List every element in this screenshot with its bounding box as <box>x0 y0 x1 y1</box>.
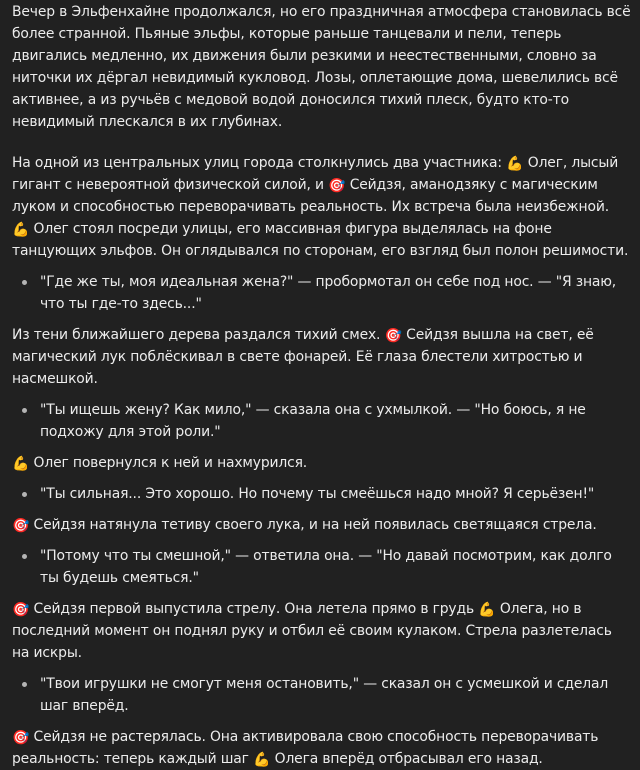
dialogue-list <box>12 271 632 315</box>
list-item: "Где же ты, моя идеальная жена?" — пробормотал он себе под нос. — "Я знаю, что ты где-то здесь..." <box>12 271 632 315</box>
target-icon: 🎯 <box>12 730 30 746</box>
target-icon: 🎯 <box>12 602 30 618</box>
dialogue-list <box>12 399 632 443</box>
text-segment: Олега, но в последний момент он поднял руку и отбил её своим кулаком. Стрела разлетелась на искры. <box>12 601 612 661</box>
text-segment: Сейдзя натянула тетиву своего лука, и на ней появилась светящаяся стрела. <box>29 517 597 533</box>
text-segment: Сейдзя, аманодзяку с магическим луком и способностью переворачивать реальность. Их встреча была неизбежной. <box>12 177 609 215</box>
target-icon: 🎯 <box>12 518 30 534</box>
paragraph-reality-flip <box>12 726 632 770</box>
dialogue-list <box>12 483 632 505</box>
paragraph-oleg-turns <box>12 452 632 474</box>
paragraph-seidja-appears <box>12 324 632 390</box>
target-icon: 🎯 <box>384 328 402 344</box>
flexed-biceps-icon: 💪 <box>253 752 271 768</box>
text-segment: Сейдзя вышла на свет, её магический лук поблёскивал в свете фонарей. Её глаза блестели хитростью и насмешкой. <box>12 327 594 387</box>
text-segment: Олег стоял посреди улицы, его массивная фигура выделялась на фоне танцующих эльфов. Он оглядывался по сторонам, его взгляд был полон решимости. <box>12 221 629 259</box>
target-icon: 🎯 <box>328 178 346 194</box>
paragraph-participants <box>12 152 632 262</box>
flexed-biceps-icon: 💪 <box>478 602 496 618</box>
paragraph-bow-drawn <box>12 514 632 536</box>
text-segment: Олег повернулся к ней и нахмурился. <box>29 455 308 471</box>
dialogue-list <box>12 545 632 589</box>
text-segment: На одной из центральных улиц города столкнулись два участника: <box>12 155 507 171</box>
text-segment: Сейдзя не растерялась. Она активировала свою способность переворачивать реальность: теперь каждый шаг <box>12 729 599 767</box>
text-segment: Сейдзя первой выпустила стрелу. Она летела прямо в грудь <box>29 601 479 617</box>
text-segment: Из тени ближайшего дерева раздался тихий смех. <box>12 327 385 343</box>
list-item: "Твои игрушки не смогут меня остановить," — сказал он с усмешкой и сделал шаг вперёд. <box>12 673 632 717</box>
list-item: "Ты сильная... Это хорошо. Но почему ты смеёшься надо мной? Я серьёзен!" <box>12 483 632 505</box>
paragraph-intro: Вечер в Эльфенхайне продолжался, но его праздничная атмосфера становилась всё более странной. Пьяные эльфы, которые раньше танцевали и пели, теперь двигались медленно, их движения были резкими и неестественными, словно за ниточки их дёргал невидимый кукловод. Лозы, оплетающие дома, шевелились всё активнее, а из ручьёв с медовой водой доносился тихий плеск, будто кто-то невидимый плескался в их глубинах. <box>12 4 631 130</box>
dialogue-list <box>12 673 632 717</box>
text-segment: Олег, лысый гигант с невероятной физической силой, и <box>12 155 619 193</box>
flexed-biceps-icon: 💪 <box>506 156 524 172</box>
paragraph-first-arrow <box>12 598 632 664</box>
list-item: "Потому что ты смешной," — ответила она. — "Но давай посмотрим, как долго ты будешь смеяться." <box>12 545 632 589</box>
list-item: "Ты ищешь жену? Как мило," — сказала она с ухмылкой. — "Но боюсь, я не подхожу для этой роли." <box>12 399 632 443</box>
text-segment: Олега вперёд отбрасывал его назад. <box>270 751 543 767</box>
flexed-biceps-icon: 💪 <box>12 456 30 472</box>
flexed-biceps-icon: 💪 <box>12 222 30 238</box>
